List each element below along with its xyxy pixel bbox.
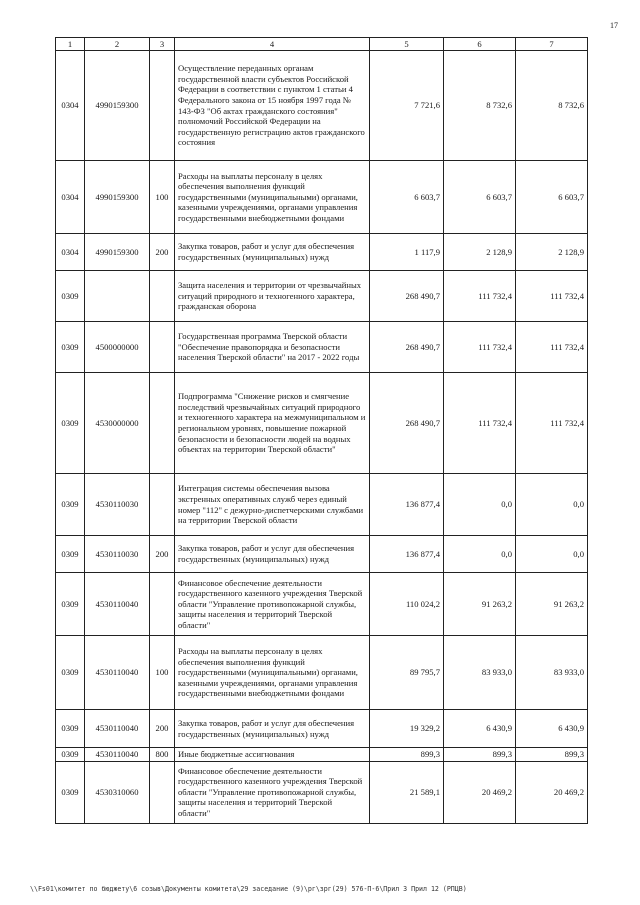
cell-expense-type: [150, 573, 175, 636]
header-col-5: 5: [370, 38, 444, 51]
table-row: [56, 761, 588, 823]
cell-section: 0304: [56, 234, 85, 271]
cell-amount-col6: 0,0: [444, 474, 516, 536]
cell-amount-col5: 89 795,7: [370, 636, 444, 710]
cell-amount-col6: 2 128,9: [444, 234, 516, 271]
cell-section: 0309: [56, 748, 85, 762]
cell-amount-col6: 111 732,4: [444, 322, 516, 373]
cell-amount-col5: 21 589,1: [370, 761, 444, 823]
cell-name: Закупка товаров, работ и услуг для обеспечения государственных (муниципальных) нужд: [175, 710, 370, 748]
header-col-4: 4: [175, 38, 370, 51]
cell-expense-type: [150, 761, 175, 823]
cell-amount-col7: 111 732,4: [516, 271, 588, 322]
cell-amount-col7: 6 430,9: [516, 710, 588, 748]
cell-amount-col5: 136 877,4: [370, 474, 444, 536]
cell-amount-col5: 7 721,6: [370, 51, 444, 161]
cell-name: Расходы на выплаты персоналу в целях обеспечения выполнения функций государственными (муниципальными) органами, казенными учреждениями, органами управления государственными внебюджетными фондами: [175, 636, 370, 710]
cell-amount-col7: 20 469,2: [516, 761, 588, 823]
table-row: [56, 748, 588, 762]
table-header-row: [56, 38, 588, 51]
cell-section: 0309: [56, 636, 85, 710]
cell-amount-col5: 268 490,7: [370, 373, 444, 474]
cell-amount-col6: 899,3: [444, 748, 516, 762]
cell-expense-type: [150, 271, 175, 322]
cell-amount-col5: 899,3: [370, 748, 444, 762]
header-col-3: 3: [150, 38, 175, 51]
cell-name: Финансовое обеспечение деятельности государственного казенного учреждения Тверской области "Управление противопожарной службы, защиты населения и территорий Тверской области": [175, 573, 370, 636]
cell-expense-type: [150, 373, 175, 474]
cell-target-article: 4530110030: [85, 536, 150, 573]
cell-amount-col6: 20 469,2: [444, 761, 516, 823]
cell-amount-col7: 111 732,4: [516, 322, 588, 373]
cell-amount-col5: 6 603,7: [370, 161, 444, 234]
header-col-6: 6: [444, 38, 516, 51]
cell-expense-type: 200: [150, 710, 175, 748]
cell-target-article: 4990159300: [85, 161, 150, 234]
cell-name: Расходы на выплаты персоналу в целях обеспечения выполнения функций государственными (муниципальными) органами, казенными учреждениями, органами управления государственными внебюджетными фондами: [175, 161, 370, 234]
header-col-2: 2: [85, 38, 150, 51]
cell-amount-col7: 91 263,2: [516, 573, 588, 636]
cell-amount-col6: 83 933,0: [444, 636, 516, 710]
cell-expense-type: 100: [150, 161, 175, 234]
cell-section: 0304: [56, 51, 85, 161]
cell-name: Защита населения и территории от чрезвычайных ситуаций природного и техногенного характера, гражданская оборона: [175, 271, 370, 322]
cell-amount-col7: 899,3: [516, 748, 588, 762]
cell-target-article: 4990159300: [85, 234, 150, 271]
cell-amount-col7: 0,0: [516, 536, 588, 573]
cell-target-article: 4530000000: [85, 373, 150, 474]
table-row: [56, 636, 588, 710]
header-col-7: 7: [516, 38, 588, 51]
cell-target-article: 4530110040: [85, 573, 150, 636]
budget-table: [55, 37, 588, 824]
cell-target-article: 4500000000: [85, 322, 150, 373]
cell-expense-type: [150, 474, 175, 536]
cell-amount-col5: 1 117,9: [370, 234, 444, 271]
cell-amount-col5: 268 490,7: [370, 322, 444, 373]
table-row: [56, 573, 588, 636]
cell-amount-col6: 111 732,4: [444, 373, 516, 474]
cell-section: 0304: [56, 161, 85, 234]
cell-expense-type: [150, 322, 175, 373]
cell-name: Государственная программа Тверской области "Обеспечение правопорядка и безопасности населения Тверской области" на 2017 - 2022 годы: [175, 322, 370, 373]
cell-name: Закупка товаров, работ и услуг для обеспечения государственных (муниципальных) нужд: [175, 234, 370, 271]
page-number: 17: [610, 21, 618, 30]
cell-amount-col7: 0,0: [516, 474, 588, 536]
cell-name: Финансовое обеспечение деятельности государственного казенного учреждения Тверской области "Управление противопожарной службы, защиты населения и территорий Тверской области": [175, 761, 370, 823]
cell-section: 0309: [56, 373, 85, 474]
cell-section: 0309: [56, 474, 85, 536]
cell-expense-type: 200: [150, 234, 175, 271]
cell-target-article: [85, 271, 150, 322]
table-row: [56, 474, 588, 536]
cell-amount-col5: 110 024,2: [370, 573, 444, 636]
cell-expense-type: 200: [150, 536, 175, 573]
table-row: [56, 271, 588, 322]
cell-name: Закупка товаров, работ и услуг для обеспечения государственных (муниципальных) нужд: [175, 536, 370, 573]
cell-amount-col6: 111 732,4: [444, 271, 516, 322]
cell-target-article: 4530110040: [85, 636, 150, 710]
cell-target-article: 4530310060: [85, 761, 150, 823]
cell-section: 0309: [56, 573, 85, 636]
cell-section: 0309: [56, 536, 85, 573]
cell-section: 0309: [56, 271, 85, 322]
cell-amount-col6: 6 430,9: [444, 710, 516, 748]
cell-amount-col7: 111 732,4: [516, 373, 588, 474]
cell-section: 0309: [56, 761, 85, 823]
cell-expense-type: [150, 51, 175, 161]
cell-amount-col5: 19 329,2: [370, 710, 444, 748]
cell-section: 0309: [56, 710, 85, 748]
cell-amount-col6: 0,0: [444, 536, 516, 573]
table-body: [56, 51, 588, 824]
cell-expense-type: 800: [150, 748, 175, 762]
table-row: [56, 373, 588, 474]
cell-amount-col7: 83 933,0: [516, 636, 588, 710]
cell-target-article: 4530110040: [85, 710, 150, 748]
cell-amount-col6: 8 732,6: [444, 51, 516, 161]
cell-amount-col7: 2 128,9: [516, 234, 588, 271]
table-row: [56, 322, 588, 373]
table-row: [56, 536, 588, 573]
cell-amount-col6: 91 263,2: [444, 573, 516, 636]
table-row: [56, 51, 588, 161]
header-col-1: 1: [56, 38, 85, 51]
footer-file-path: \\Fs01\комитет по бюджету\6 созыв\Документы комитета\29 заседание (9)\рг\зрг(29) 576-П-6\Прил 3 Прил 12 (РПЦВ): [30, 885, 467, 893]
cell-amount-col7: 6 603,7: [516, 161, 588, 234]
cell-amount-col6: 6 603,7: [444, 161, 516, 234]
cell-section: 0309: [56, 322, 85, 373]
table-row: [56, 234, 588, 271]
cell-name: Подпрограмма "Снижение рисков и смягчение последствий чрезвычайных ситуаций природного и техногенного характера на межмуниципальном и региональном уровнях, повышение пожарной безопасности и безопасности людей на водных объектах на территории Тверской области": [175, 373, 370, 474]
table-row: [56, 161, 588, 234]
cell-amount-col5: 268 490,7: [370, 271, 444, 322]
cell-target-article: 4990159300: [85, 51, 150, 161]
cell-name: Иные бюджетные ассигнования: [175, 748, 370, 762]
cell-target-article: 4530110040: [85, 748, 150, 762]
cell-target-article: 4530110030: [85, 474, 150, 536]
table-row: [56, 710, 588, 748]
cell-name: Осуществление переданных органам государственной власти субъектов Российской Федерации в соответствии с пунктом 1 статьи 4 Федерального закона от 15 ноября 1997 года № 143-ФЗ "Об актах гражданского состояния" полномочий Российской Федерации на государственную регистрацию актов гражданского состояния: [175, 51, 370, 161]
cell-expense-type: 100: [150, 636, 175, 710]
cell-amount-col7: 8 732,6: [516, 51, 588, 161]
cell-amount-col5: 136 877,4: [370, 536, 444, 573]
cell-name: Интеграция системы обеспечения вызова экстренных оперативных служб через единый номер "112" с дежурно-диспетчерскими службами на территории Тверской области: [175, 474, 370, 536]
